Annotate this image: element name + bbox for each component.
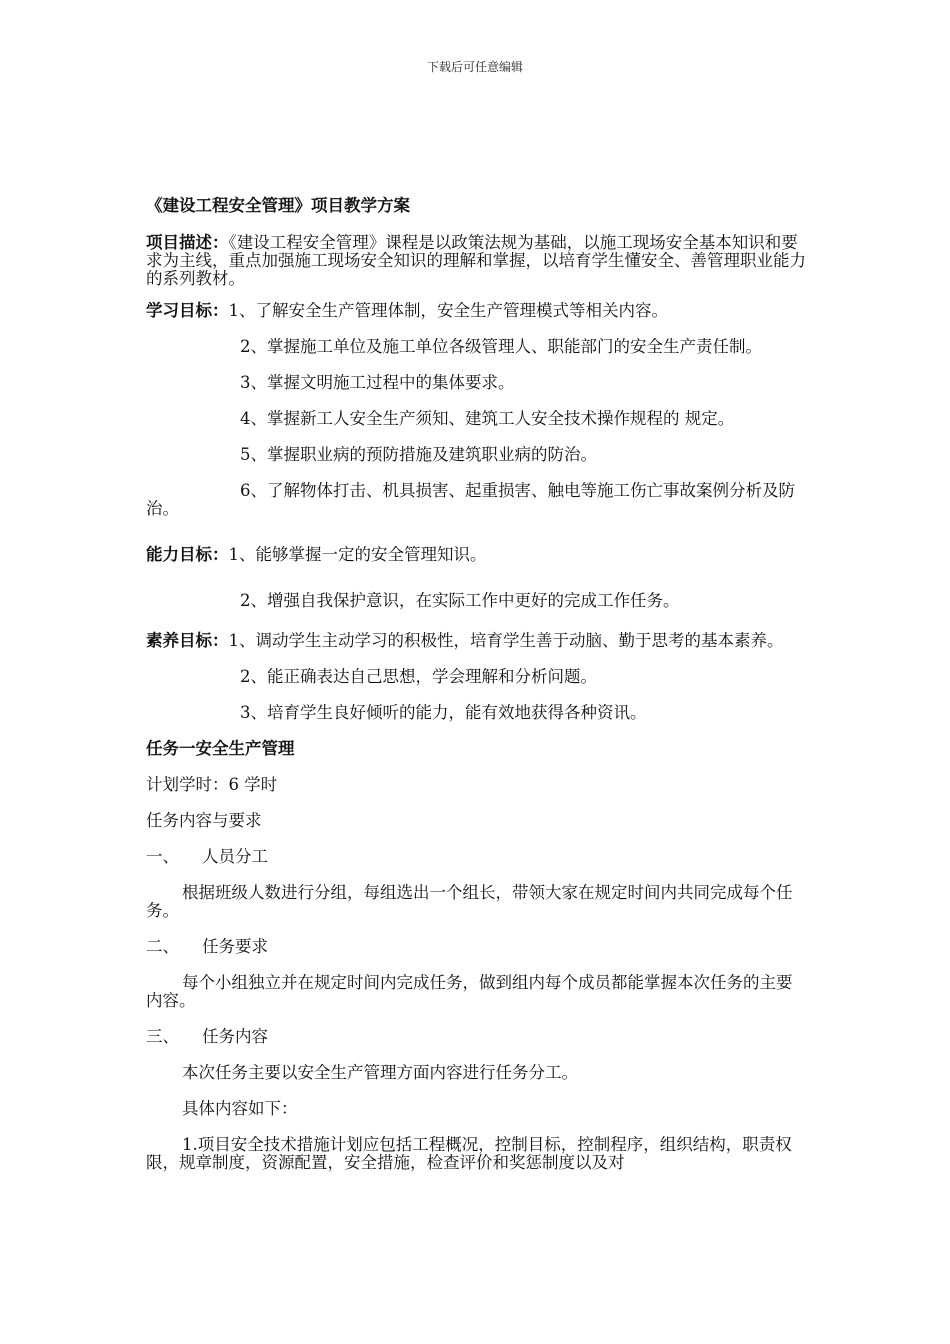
header-note: 下载后可任意编辑	[426, 60, 523, 74]
project-description	[146, 234, 806, 288]
quality-goal-1	[146, 632, 806, 650]
task1-content-heading: 任务内容与要求	[146, 811, 262, 830]
project-description-label: 项目描述：	[146, 233, 229, 252]
section-heading	[146, 1028, 806, 1046]
section-title: 任务内容	[202, 1027, 268, 1046]
learning-goals-label: 学习目标：	[146, 301, 229, 320]
document-body	[146, 196, 806, 1172]
section-body: 本次任务主要以安全生产管理方面内容进行任务分工。	[182, 1063, 578, 1082]
section-number: 三、	[146, 1027, 179, 1046]
section-number: 一、	[146, 847, 179, 866]
learning-goal-2: 2、掌握施工单位及施工单位各级管理人、职能部门的安全生产责任制。	[240, 337, 762, 356]
ability-goal-text: 1、能够掌握一定的安全管理知识。	[228, 545, 487, 564]
doc-title: 《建设工程安全管理》项目教学方案	[146, 196, 410, 215]
ability-goal-1	[146, 546, 806, 564]
learning-goal-4: 4、掌握新工人安全生产须知、建筑工人安全技术操作规程的 规定。	[240, 409, 735, 428]
section-body: 根据班级人数进行分组，每组选出一个组长，带领大家在规定时间内共同完成每个任务。	[146, 883, 793, 920]
learning-goal-3: 3、掌握文明施工过程中的集体要求。	[240, 373, 515, 392]
project-description-text: 《建设工程安全管理》课程是以政策法规为基础，以施工现场安全基本知识和要求为主线，重点加强施工现场安全知识的理解和掌握，以培育学生懂安全、善管理职业能力的系列教材。	[146, 233, 806, 288]
task1-title: 任务一安全生产管理	[146, 739, 295, 758]
quality-goal-text: 1、调动学生主动学习的积极性，培育学生善于动脑、勤于思考的基本素养。	[228, 631, 784, 650]
learning-goal-text: 1、了解安全生产管理体制，安全生产管理模式等相关内容。	[228, 301, 668, 320]
quality-goal-3: 3、培育学生良好倾听的能力，能有效地获得各种资讯。	[240, 703, 647, 722]
task1-hours: 计划学时：6 学时	[146, 775, 278, 794]
detail-intro: 具体内容如下：	[182, 1099, 298, 1118]
section-number: 二、	[146, 937, 179, 956]
section-body: 每个小组独立并在规定时间内完成任务，做到组内每个成员都能掌握本次任务的主要内容。	[146, 973, 793, 1010]
learning-goal-6: 6、了解物体打击、机具损害、起重损害、触电等施工伤亡事故案例分析及防治。	[146, 481, 795, 518]
learning-goal-5: 5、掌握职业病的预防措施及建筑职业病的防治。	[240, 445, 597, 464]
section-title: 人员分工	[202, 847, 268, 866]
quality-goal-2: 2、能正确表达自己思想，学会理解和分析问题。	[240, 667, 597, 686]
learning-goal-1	[146, 302, 806, 320]
section-heading	[146, 938, 806, 956]
detail-item-1: 1.项目安全技术措施计划应包括工程概况，控制目标，控制程序，组织结构，职责权限，规章制度，资源配置，安全措施，检查评价和奖惩制度以及对	[146, 1135, 792, 1172]
section-title: 任务要求	[202, 937, 268, 956]
quality-goals-label: 素养目标：	[146, 631, 229, 650]
section-heading	[146, 848, 806, 866]
ability-goal-2: 2、增强自我保护意识，在实际工作中更好的完成工作任务。	[240, 591, 680, 610]
ability-goals-label: 能力目标：	[146, 545, 229, 564]
